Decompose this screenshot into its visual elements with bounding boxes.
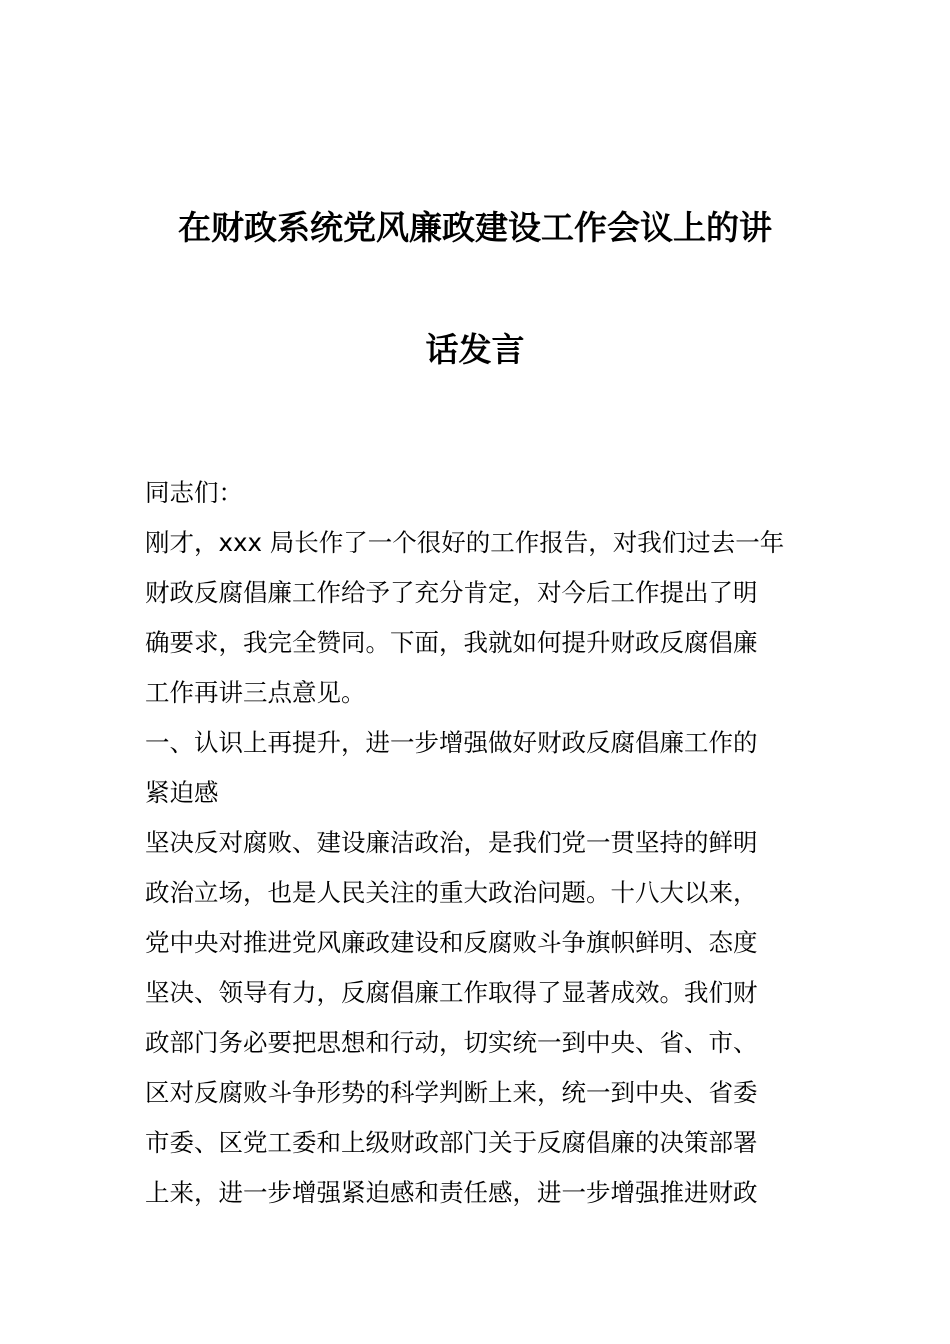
document-body [145, 468, 815, 1218]
paragraph-line: 政治立场，也是人民关注的重大政治问题。十八大以来， [145, 878, 758, 907]
paragraph-line: 区对反腐败斗争形势的科学判断上来，统一到中央、省委 [145, 1078, 758, 1107]
document-title-line-1: 在财政系统党风廉政建设工作会议上的讲 [178, 208, 772, 247]
paragraph-line: 坚决、领导有力，反腐倡廉工作取得了显著成效。我们财 [145, 978, 758, 1007]
paragraph-line: 市委、区党工委和上级财政部门关于反腐倡廉的决策部署 [145, 1128, 758, 1157]
paragraph-line: 财政反腐倡廉工作给予了充分肯定，对今后工作提出了明 [145, 578, 758, 607]
salutation: 同志们： [145, 478, 243, 507]
paragraph-line: 党中央对推进党风廉政建设和反腐败斗争旗帜鲜明、态度 [145, 928, 758, 957]
paragraph-line: 工作再讲三点意见。 [145, 678, 366, 707]
paragraph-line: 上来，进一步增强紧迫感和责任感，进一步增强推进财政 [145, 1178, 758, 1207]
paragraph-line: 刚才，xxx 局长作了一个很好的工作报告，对我们过去一年 [145, 528, 785, 557]
paragraph-line: 确要求，我完全赞同。下面，我就如何提升财政反腐倡廉 [145, 628, 758, 657]
document-title-line-2: 话发言 [425, 330, 525, 369]
section-heading-line: 紧迫感 [145, 778, 219, 807]
paragraph-line: 坚决反对腐败、建设廉洁政治，是我们党一贯坚持的鲜明 [145, 828, 758, 857]
paragraph-line: 政部门务必要把思想和行动，切实统一到中央、省、市、 [145, 1028, 758, 1057]
section-heading-line: 一、认识上再提升，进一步增强做好财政反腐倡廉工作的 [145, 728, 758, 757]
